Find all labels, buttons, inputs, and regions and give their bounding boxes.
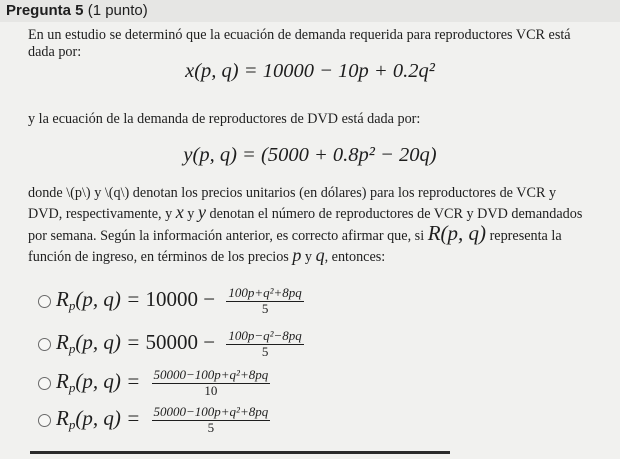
radio-icon[interactable] <box>38 295 51 308</box>
question-points: (1 punto) <box>87 2 148 19</box>
description-part-c: representa la función de ingreso, en términos de los precios <box>28 228 562 265</box>
option-1[interactable] <box>38 286 304 316</box>
option-3-formula: $R_p(p$, q) = $\frac{\text{50000−100p+q²+8pq}}{10}$ <box>56 367 269 398</box>
conj-y: y <box>187 206 195 222</box>
option-3[interactable] <box>38 368 270 398</box>
dvd-intro: y la ecuación de la demanda de reproductores de DVD está dada por: <box>28 111 421 127</box>
question-description <box>28 184 593 267</box>
conj-y-2: y <box>304 249 313 265</box>
radio-icon[interactable] <box>38 414 51 427</box>
var-q: q <box>315 245 325 265</box>
dvd-demand-equation: y(p, q) = (5000 + 0.8p² − 20q) <box>183 144 437 166</box>
var-p: p <box>292 245 302 265</box>
question-body <box>28 27 593 61</box>
radio-icon[interactable] <box>38 377 51 390</box>
description-part-d: , entonces: <box>324 249 386 265</box>
question-title: Pregunta 5 <box>6 2 84 19</box>
question-intro: En un estudio se determinó que la ecuación de demanda requerida para reproductores VCR está dada por: <box>28 27 571 60</box>
var-y: y <box>197 202 206 222</box>
option-2-formula: $R_p(p$, q) = 50000 − $\frac{\text{100p−q²−8pq}}{5}$ <box>56 328 302 359</box>
option-1-formula: $R_p(p$, q) = 10000 − $\frac{\text{100p+q²+8pq}}{5}$ <box>56 285 302 316</box>
description-part-a: donde \(p\) y \(q\) denotan los precios unitarios (en dólares) para los reproductores de VCR y DVD, respectivamente, y <box>28 185 557 222</box>
vcr-demand-equation: x(p, q) = 10000 − 10p + 0.2q² <box>185 60 435 82</box>
description-part-b: denotan el número de reproductores de VCR y DVD demandados por semana. Según la información anterior, es correcto afirmar que, si <box>28 206 583 244</box>
var-x: x <box>175 202 184 222</box>
revenue-function: R(p, q) <box>427 221 487 245</box>
question-mid <box>28 111 593 128</box>
option-2[interactable] <box>38 329 304 359</box>
option-4-formula: $R_p(p$, q) = $\frac{\text{50000−100p+q²+8pq}}{5}$ <box>56 404 269 435</box>
option-4[interactable] <box>38 405 270 435</box>
question-header <box>0 0 620 22</box>
radio-icon[interactable] <box>38 338 51 351</box>
bottom-divider <box>30 451 450 454</box>
